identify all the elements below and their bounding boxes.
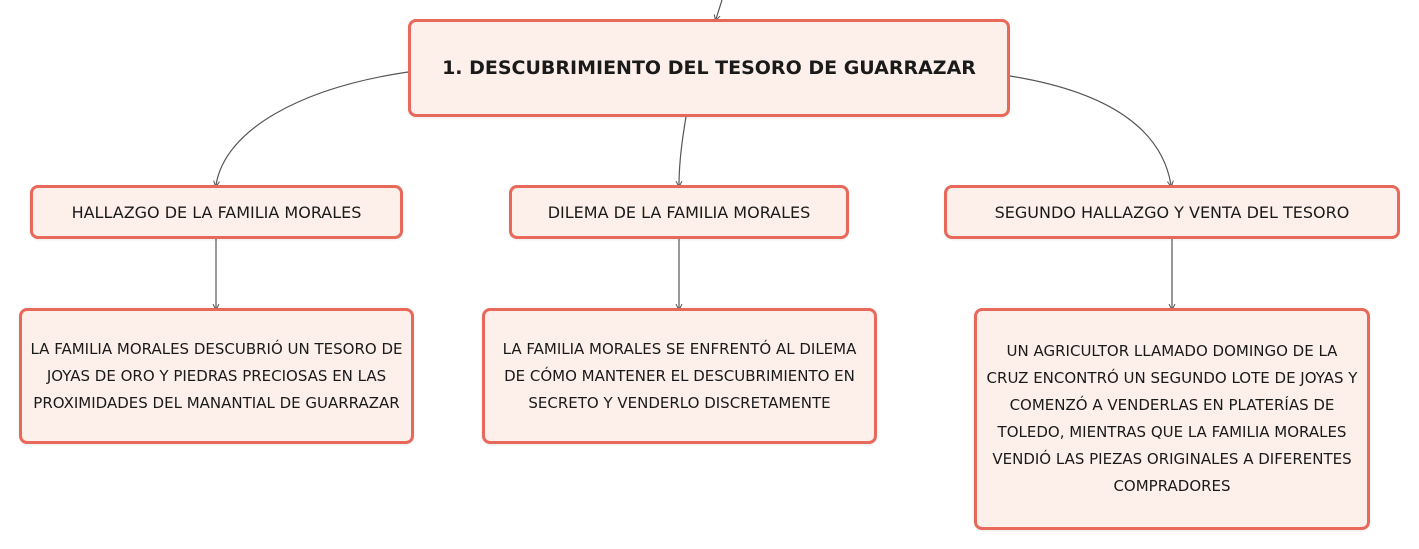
detail-node-hallazgo[interactable]: [19, 308, 414, 444]
detail-text: LA FAMILIA MORALES DESCUBRIÓ UN TESORO DE JOYAS DE ORO Y PIEDRAS PRECIOSAS EN LAS PROXIMIDADES DEL MANANTIAL DE GUARRAZAR: [30, 339, 403, 412]
branch-label: SEGUNDO HALLAZGO Y VENTA DEL TESORO: [994, 202, 1350, 222]
branch-label: DILEMA DE LA FAMILIA MORALES: [547, 202, 811, 222]
branch-node-segundo-hallazgo[interactable]: [944, 185, 1400, 239]
root-topic-node[interactable]: [408, 19, 1010, 117]
detail-node-dilema[interactable]: [482, 308, 877, 444]
detail-text: UN AGRICULTOR LLAMADO DOMINGO DE LA CRUZ ENCONTRÓ UN SEGUNDO LOTE DE JOYAS Y COMENZÓ A VENDERLAS EN PLATERÍAS DE TOLEDO, MIENTRAS QUE LA FAMILIA MORALES VENDIÓ LAS PIEZAS ORIGINALES A DIFERENTES COMPRADORES: [986, 342, 1358, 495]
branch-node-dilema[interactable]: [509, 185, 849, 239]
detail-node-segundo-hallazgo[interactable]: [974, 308, 1370, 530]
branch-label: HALLAZGO DE LA FAMILIA MORALES: [71, 202, 362, 222]
connector-root-to-branch-3: [1010, 76, 1171, 185]
connector-root-to-branch-2: [679, 117, 686, 185]
connector-parent-to-root: [716, 0, 722, 19]
branch-node-hallazgo[interactable]: [30, 185, 403, 239]
root-topic-title: 1. DESCUBRIMIENTO DEL TESORO DE GUARRAZAR: [442, 57, 976, 79]
connector-root-to-branch-1: [216, 72, 408, 185]
detail-text: LA FAMILIA MORALES SE ENFRENTÓ AL DILEMA DE CÓMO MANTENER EL DESCUBRIMIENTO EN SECRETO Y VENDERLO DISCRETAMENTE: [502, 339, 857, 412]
